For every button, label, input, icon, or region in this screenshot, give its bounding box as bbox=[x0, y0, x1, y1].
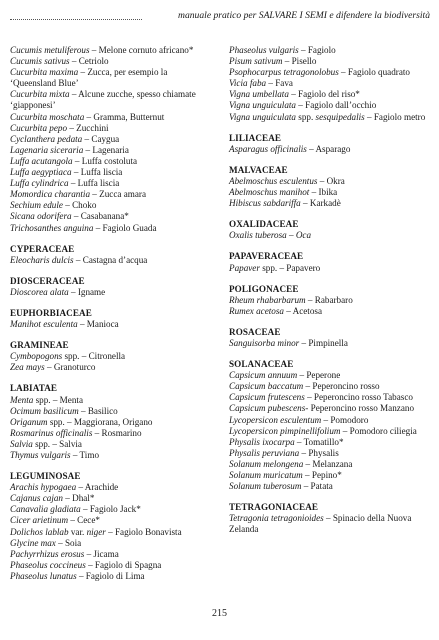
plant-entry bbox=[10, 134, 215, 145]
plant-entry bbox=[10, 395, 215, 406]
scientific-name: Asparagus officinalis bbox=[229, 143, 307, 154]
common-name: – Soia bbox=[55, 537, 82, 548]
scientific-name: Vicia faba bbox=[229, 78, 267, 89]
plant-entry bbox=[229, 426, 434, 437]
scientific-name: Dioscorea alata bbox=[10, 286, 69, 297]
plant-entry bbox=[10, 189, 215, 200]
plant-entry bbox=[229, 198, 434, 209]
plant-entry bbox=[229, 144, 434, 155]
family-heading: LABIATAE bbox=[10, 383, 58, 394]
plant-entry bbox=[229, 513, 434, 535]
common-name: – Peperoncino rosso Tabasco bbox=[304, 392, 413, 403]
plant-entry bbox=[229, 112, 434, 123]
plant-entry bbox=[10, 493, 215, 504]
scientific-name: Manihot esculenta bbox=[10, 319, 78, 330]
common-name: – Fagiolo di Spagna bbox=[85, 559, 162, 570]
common-name: var. bbox=[68, 526, 87, 537]
scientific-name: Solanum melongena bbox=[229, 458, 304, 469]
common-name: – Casabanana* bbox=[71, 211, 129, 222]
plant-entry bbox=[10, 112, 215, 123]
plant-entry bbox=[10, 571, 215, 582]
scientific-name: Sechium edule bbox=[10, 200, 63, 211]
plant-entry bbox=[10, 560, 215, 571]
plant-entry bbox=[229, 370, 434, 381]
scientific-name: Vigna umbellata bbox=[229, 89, 289, 100]
family-heading: CYPERACEAE bbox=[10, 243, 75, 254]
scientific-name: Rumex acetosa bbox=[229, 305, 284, 316]
scientific-name: Capsicum baccatum bbox=[229, 381, 304, 392]
plant-entry bbox=[229, 437, 434, 448]
common-name: – Patata bbox=[301, 481, 333, 492]
common-name: – Pepino* bbox=[302, 470, 342, 480]
common-name: – Fagiolo di Lima bbox=[76, 570, 145, 581]
plant-entry bbox=[229, 230, 434, 241]
plant-entry bbox=[229, 263, 434, 274]
common-name: – Gramma, Butternut bbox=[84, 111, 165, 122]
common-name: – Fagiolo bbox=[298, 45, 336, 55]
common-name: – Spinacio della Nuova Zelanda bbox=[229, 513, 412, 535]
common-name: - Peperoncino rosso Manzano bbox=[305, 403, 415, 414]
common-name: – Luffa costoluta bbox=[72, 155, 138, 166]
scientific-name: Canavalia gladiata bbox=[10, 504, 81, 515]
plant-entry bbox=[10, 156, 215, 167]
common-name: spp. bbox=[296, 111, 316, 122]
common-name: – Igname bbox=[68, 286, 106, 297]
scientific-name: Sicana odorifera bbox=[10, 211, 72, 222]
common-name: – Jicama bbox=[84, 548, 119, 559]
plant-entry bbox=[229, 448, 434, 459]
plant-entry bbox=[10, 538, 215, 549]
plant-entry bbox=[10, 504, 215, 515]
family-heading: MALVACEAE bbox=[229, 164, 288, 175]
common-name: – Physalis bbox=[299, 447, 339, 458]
scientific-name: Lycopersicon pimpinellifolium bbox=[229, 425, 341, 436]
family-heading: OXALIDACEAE bbox=[229, 219, 299, 230]
common-name: – Fagiolo del riso* bbox=[288, 89, 360, 100]
common-name: – Manioca bbox=[77, 319, 119, 330]
scientific-name: Lagenaria siceraria bbox=[10, 144, 84, 155]
plant-entry bbox=[10, 45, 215, 56]
plant-entry bbox=[229, 415, 434, 426]
common-name: – Fagiolo metro bbox=[364, 111, 426, 122]
common-name: – Acetosa bbox=[283, 305, 322, 316]
plant-entry bbox=[229, 100, 434, 111]
scientific-name: Luffa cylindrica bbox=[10, 178, 69, 189]
scientific-name: Pachyrrhizus erosus bbox=[10, 548, 85, 559]
plant-entry bbox=[229, 338, 434, 349]
scientific-name: Ocimum basilicum bbox=[10, 405, 79, 416]
plant-entry bbox=[229, 481, 434, 492]
plant-entry bbox=[10, 482, 215, 493]
plant-entry bbox=[229, 78, 434, 89]
common-name: – Pomodoro bbox=[321, 414, 369, 425]
scientific-name: Capsicum pubescens bbox=[229, 403, 306, 414]
scientific-name: Lycopersicon esculentum bbox=[229, 414, 322, 425]
scientific-name: Rosmarinus officinalis bbox=[10, 427, 93, 438]
plant-entry bbox=[10, 439, 215, 450]
scientific-name: Phaseolus vulgaris bbox=[229, 45, 299, 55]
common-name: – Caygua bbox=[82, 133, 120, 144]
page-number: 215 bbox=[212, 608, 227, 619]
family-heading: SOLANACEAE bbox=[229, 359, 294, 370]
scientific-name: Cucurbita mixta bbox=[10, 89, 70, 100]
common-name: – Arachide bbox=[76, 482, 119, 493]
common-name: – Luffa liscia bbox=[71, 167, 123, 178]
plant-entry bbox=[10, 351, 215, 362]
common-name: – Peperone bbox=[297, 370, 341, 381]
scientific-name: Hibiscus sabdariffa bbox=[229, 198, 301, 209]
scientific-name: Solanum tuberosum bbox=[229, 481, 302, 492]
plant-entry bbox=[10, 406, 215, 417]
scientific-name: Cajanus cajan bbox=[10, 493, 63, 504]
scientific-name: Oxalis tuberosa bbox=[229, 230, 287, 241]
scientific-name: Tetragonia tetragonioides bbox=[229, 513, 324, 524]
common-name: – Granoturco bbox=[44, 362, 96, 373]
scientific-name: Menta bbox=[10, 394, 34, 405]
plant-entry bbox=[229, 470, 434, 481]
common-name: – Rabarbaro bbox=[305, 294, 353, 305]
plant-entry bbox=[10, 67, 215, 89]
common-name: – Dhal* bbox=[62, 493, 95, 504]
plant-entry bbox=[229, 45, 434, 56]
plant-entry bbox=[229, 56, 434, 67]
common-name: – Okra bbox=[317, 175, 345, 186]
common-name: spp. – Papavero bbox=[259, 262, 321, 273]
plant-entry bbox=[10, 428, 215, 439]
scientific-name: Abelmoschus esculentus bbox=[229, 175, 318, 186]
plant-entry bbox=[229, 381, 434, 392]
plant-entry bbox=[229, 295, 434, 306]
common-name: – Fagiolo Jack* bbox=[80, 504, 141, 515]
plant-entry bbox=[10, 145, 215, 156]
scientific-name: Cymbopogons bbox=[10, 351, 63, 362]
scientific-name: Pisum sativum bbox=[229, 56, 283, 67]
common-name: – Cece* bbox=[68, 515, 100, 526]
scientific-name: Trichosanthes anguina bbox=[10, 222, 94, 233]
scientific-name: Papaver bbox=[229, 262, 260, 273]
plant-entry bbox=[10, 223, 215, 234]
scientific-name: Salvia bbox=[10, 438, 33, 449]
scientific-name: Physalis ixocarpa bbox=[229, 436, 295, 447]
scientific-name: Vigna unguiculata bbox=[229, 100, 296, 111]
running-header bbox=[10, 10, 430, 26]
scientific-name: Momordica charantia bbox=[10, 189, 91, 200]
common-name: – Ibika bbox=[309, 187, 338, 198]
common-name: – Rosmarino bbox=[92, 427, 142, 438]
common-name: – Fagiolo Bonavista bbox=[105, 526, 182, 537]
scientific-name: Arachis hypogaea bbox=[10, 482, 77, 493]
plant-entry bbox=[229, 187, 434, 198]
family-heading: PAPAVERACEAE bbox=[229, 251, 304, 262]
common-name: – Karkadè bbox=[300, 198, 341, 209]
scientific-name: Cucurbita moschata bbox=[10, 111, 85, 122]
family-heading: POLIGONACEE bbox=[229, 283, 299, 294]
common-name: – Pimpinella bbox=[299, 337, 348, 348]
plant-entry bbox=[10, 362, 215, 373]
common-name: – Melanzana bbox=[303, 458, 353, 469]
common-name: – Fagiolo Guada bbox=[93, 222, 157, 233]
common-name: – bbox=[286, 230, 296, 241]
scientific-name: Phaseolus lunatus bbox=[10, 570, 77, 581]
common-name: – Pisello bbox=[282, 56, 317, 67]
scientific-name: Phaseolus coccineus bbox=[10, 559, 86, 570]
plant-entry bbox=[229, 67, 434, 78]
plant-entry bbox=[10, 200, 215, 211]
plant-entry bbox=[229, 306, 434, 317]
common-name: – Basilico bbox=[78, 405, 118, 416]
plant-entry bbox=[10, 167, 215, 178]
header-title: manuale pratico per SALVARE I SEMI e difendere la biodiversità bbox=[178, 10, 430, 21]
plant-entry bbox=[10, 56, 215, 67]
scientific-name: Rheum rhabarbarum bbox=[229, 294, 306, 305]
common-name: – Peperoncino rosso bbox=[303, 381, 380, 392]
common-name: – Lagenaria bbox=[83, 144, 129, 155]
scientific-name: Origanum bbox=[10, 416, 48, 427]
scientific-name: Glycine max bbox=[10, 537, 56, 548]
common-name: – Alcune zucche, spesso chiamate ‘giapponesi’ bbox=[10, 89, 196, 111]
common-name: – Zucchini bbox=[67, 122, 109, 133]
plant-entry bbox=[10, 89, 215, 111]
plant-entry bbox=[10, 527, 215, 538]
scientific-name: Thymus vulgaris bbox=[10, 450, 71, 460]
common-name: – Zucca amara bbox=[90, 189, 146, 200]
plant-entry bbox=[229, 89, 434, 100]
plant-entry bbox=[10, 549, 215, 560]
common-name: spp. – Maggiorana, Origano bbox=[47, 416, 153, 427]
family-heading: DIOSCERACEAE bbox=[10, 275, 85, 286]
scientific-name: Cucurbita pepo bbox=[10, 122, 68, 133]
common-name: – Cetriolo bbox=[69, 56, 109, 67]
scientific-name: Oca bbox=[295, 230, 312, 241]
scientific-name: Vigna unguiculata bbox=[229, 111, 296, 122]
common-name: – Fava bbox=[266, 78, 293, 89]
plant-entry bbox=[229, 403, 434, 414]
scientific-name: Dolichos lablab bbox=[10, 526, 69, 537]
scientific-name: Solanum muricatum bbox=[229, 470, 303, 480]
plant-entry bbox=[10, 319, 215, 330]
common-name: – Choko bbox=[62, 200, 97, 211]
common-name: – Zucca, per esempio la ‘Queensland Blue’ bbox=[10, 67, 168, 89]
family-heading: GRAMINEAE bbox=[10, 340, 69, 351]
common-name: – Tomatillo* bbox=[294, 436, 344, 447]
plant-entry bbox=[10, 123, 215, 134]
scientific-name: Physalis peruviana bbox=[229, 447, 300, 458]
family-heading: ROSACEAE bbox=[229, 326, 281, 337]
family-heading: EUPHORBIACEAE bbox=[10, 307, 92, 318]
scientific-name: Cicer arietinum bbox=[10, 515, 69, 526]
scientific-name: Luffa acutangola bbox=[10, 155, 73, 166]
common-name: spp. – Salvia bbox=[32, 438, 82, 449]
plant-entry bbox=[10, 287, 215, 298]
scientific-name: sesquipedalis bbox=[315, 111, 365, 122]
common-name: – Fagiolo quadrato bbox=[338, 67, 410, 78]
common-name: – Pomodoro ciliegia bbox=[340, 425, 417, 436]
family-heading: LILIACEAE bbox=[229, 132, 282, 143]
family-heading: TETRAGONIACEAE bbox=[229, 502, 319, 513]
scientific-name: Eleocharis dulcis bbox=[10, 254, 74, 265]
plant-entry bbox=[10, 211, 215, 222]
header-dotted-rule bbox=[10, 13, 142, 20]
scientific-name: Cucurbita maxima bbox=[10, 67, 79, 78]
common-name: – Melone cornuto africano* bbox=[89, 45, 194, 55]
common-name: spp. – Menta bbox=[33, 394, 83, 405]
common-name: – Asparago bbox=[306, 143, 351, 154]
scientific-name: Psophocarpus tetragonolobus bbox=[229, 67, 339, 78]
scientific-name: niger bbox=[86, 526, 106, 537]
common-name: – Timo bbox=[70, 450, 100, 460]
plant-entry bbox=[229, 459, 434, 470]
plant-entry bbox=[229, 392, 434, 403]
scientific-name: Zea mays bbox=[10, 362, 45, 373]
left-column bbox=[10, 45, 215, 582]
family-heading: LEGUMINOSAE bbox=[10, 471, 81, 482]
scientific-name: Capsicum annuum bbox=[229, 370, 298, 381]
common-name: spp. – Citronella bbox=[62, 351, 126, 362]
scientific-name: Abelmoschus manihot bbox=[229, 187, 310, 198]
common-name: – Luffa liscia bbox=[68, 178, 120, 189]
plant-entry bbox=[10, 450, 215, 461]
scientific-name: Capsicum frutescens bbox=[229, 392, 305, 403]
plant-entry bbox=[10, 178, 215, 189]
plant-entry bbox=[10, 255, 215, 266]
plant-entry bbox=[10, 417, 215, 428]
scientific-name: Luffa aegyptiaca bbox=[10, 167, 72, 178]
plant-entry bbox=[10, 515, 215, 526]
common-name: – Fagiolo dall’occhio bbox=[296, 100, 377, 111]
scientific-name: Sanguisorba minor bbox=[229, 337, 300, 348]
scientific-name: Cucumis metuliferous bbox=[10, 45, 90, 55]
plant-entry bbox=[229, 176, 434, 187]
scientific-name: Cyclanthera pedata bbox=[10, 133, 83, 144]
common-name: – Castagna d’acqua bbox=[73, 254, 148, 265]
scientific-name: Cucumis sativus bbox=[10, 56, 70, 67]
right-column bbox=[229, 45, 434, 535]
